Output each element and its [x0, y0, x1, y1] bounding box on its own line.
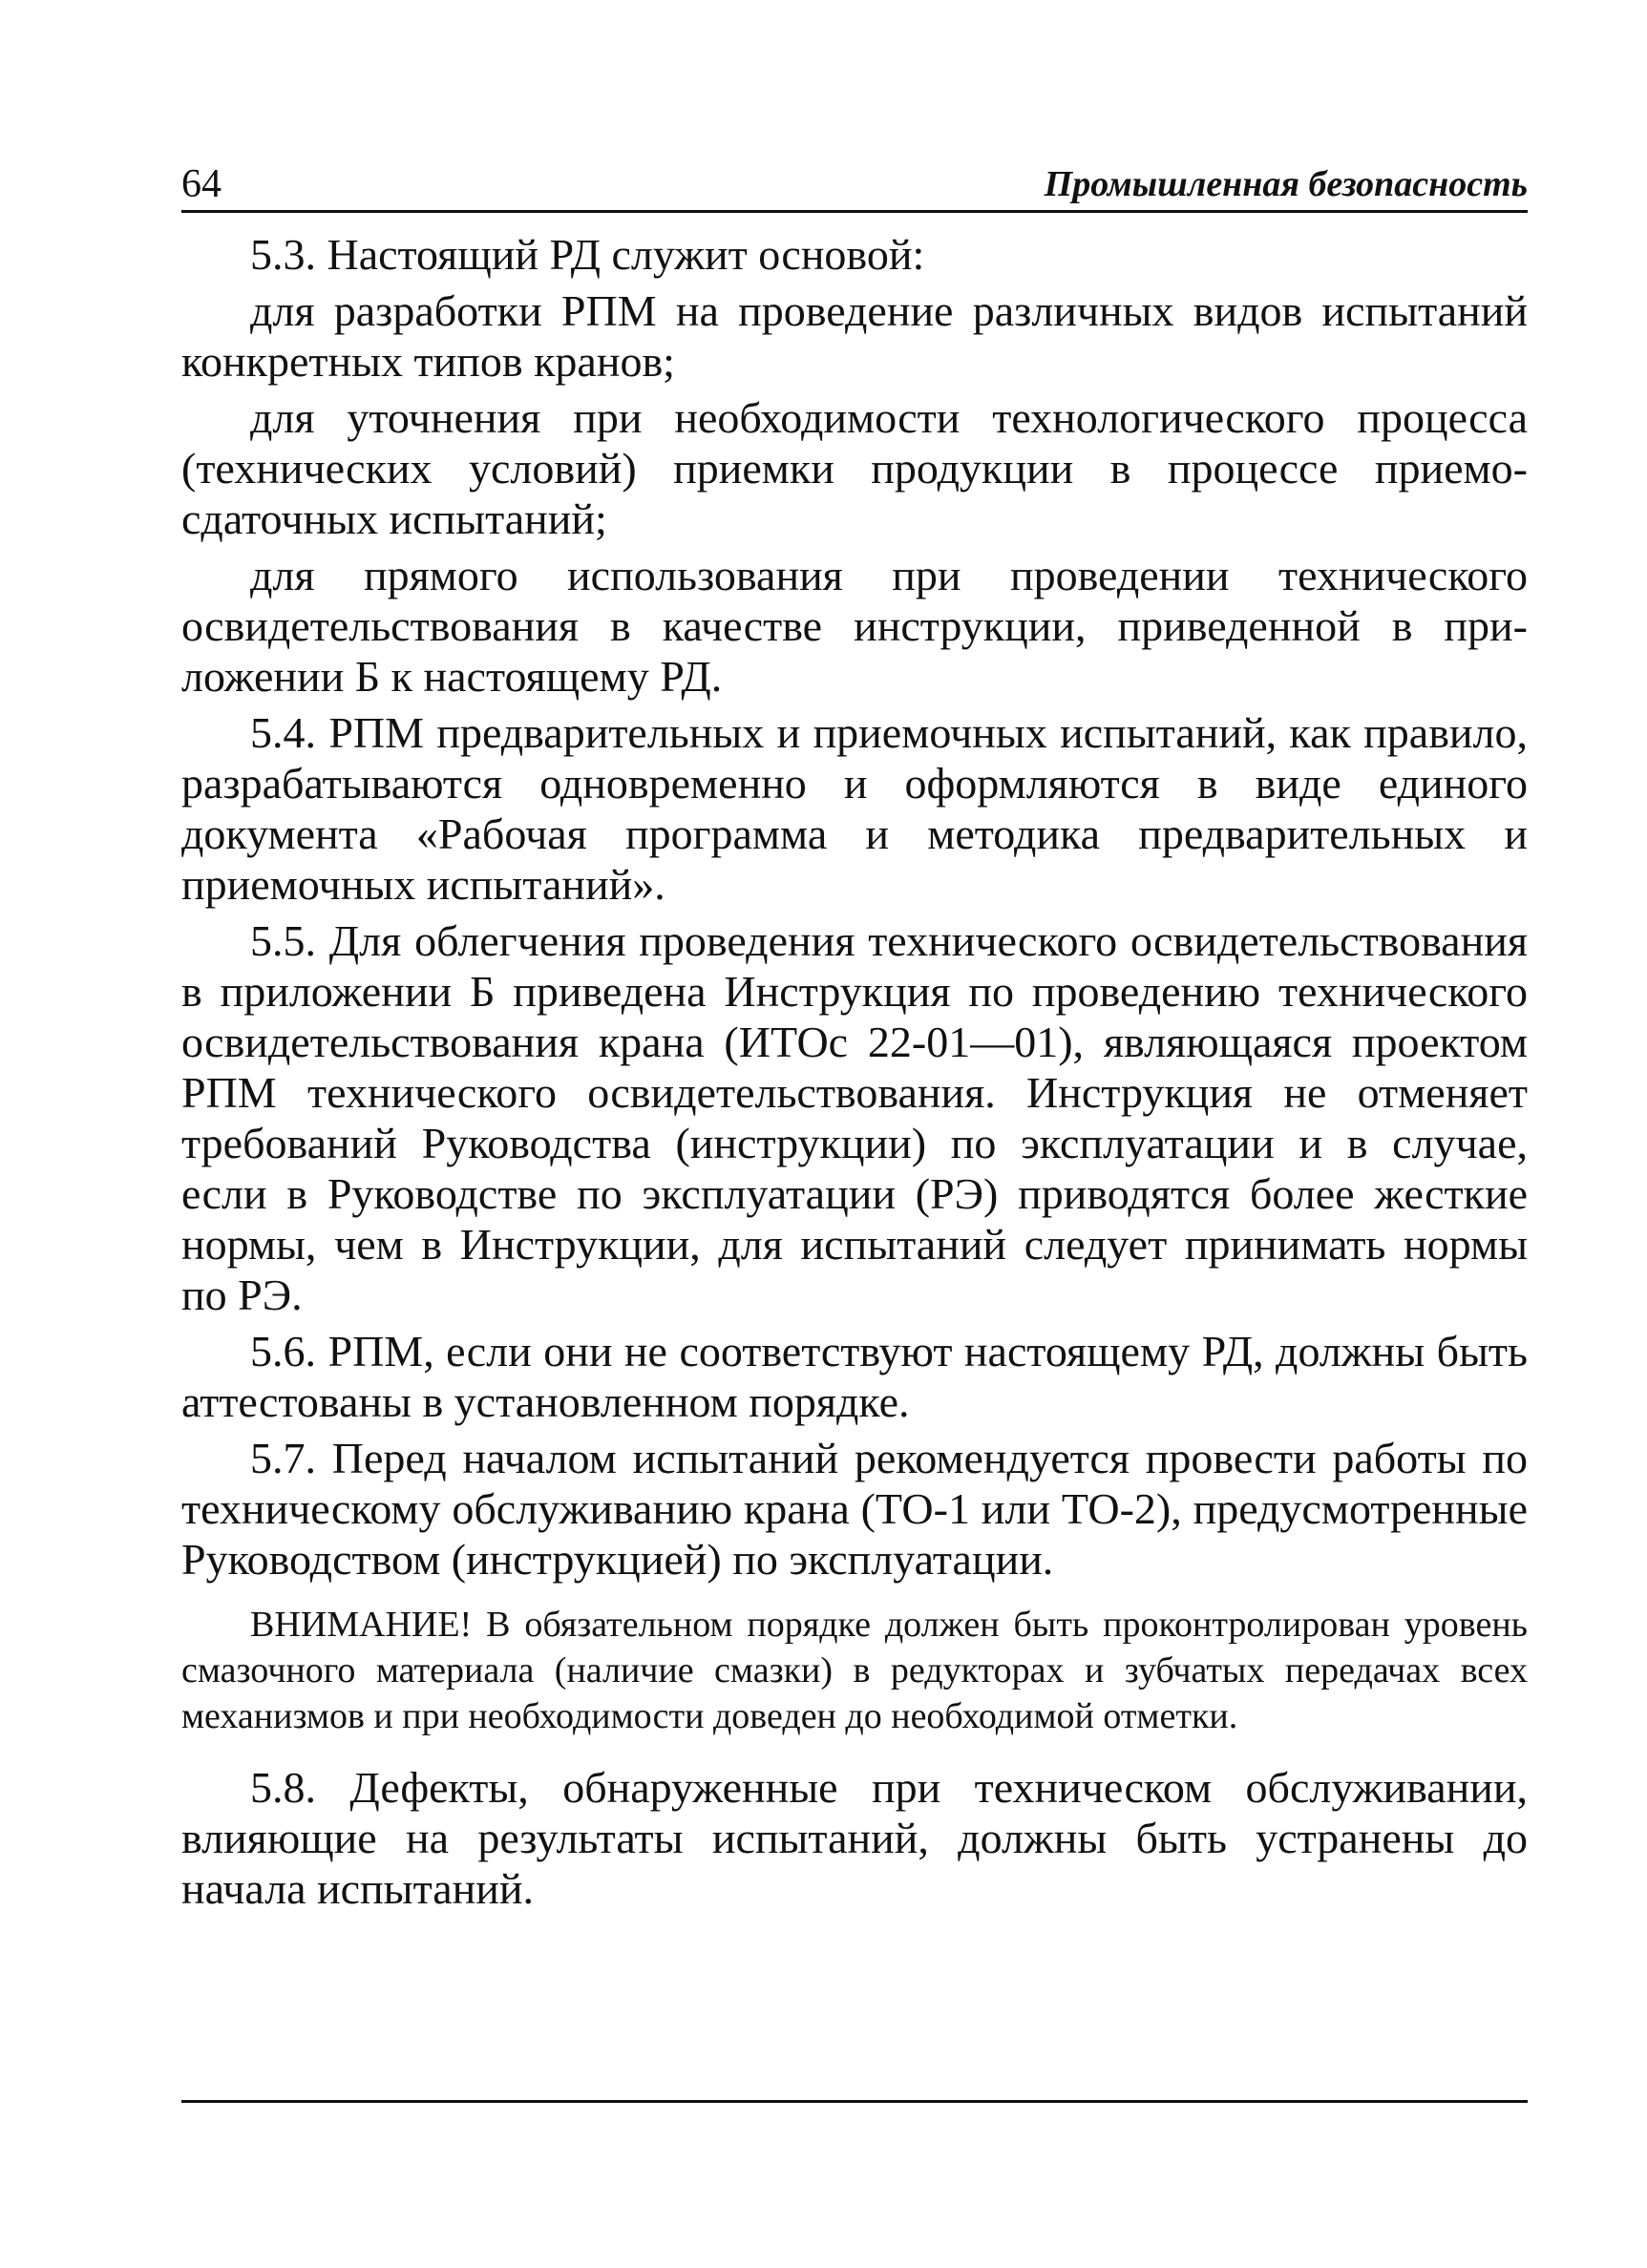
paragraph-5-3-item-1: для разработки РПМ на проведение различных видов испытаний конкретных типов кранов; — [181, 286, 1528, 386]
attention-note — [181, 1602, 1528, 1739]
paragraph-5-6: 5.6. РПМ, если они не соответствуют настоящему РД, должны быть аттестованы в установленном порядке. — [181, 1327, 1528, 1426]
paragraph-5-3-item-2: для уточнения при необходимости технологического процесса (технических условий) приемки продукции в процессе приемосдаточных испытаний; — [181, 393, 1528, 543]
footer-rule — [181, 2100, 1528, 2103]
paragraph-5-8: 5.8. Дефекты, обнаруженные при техническом обслуживании, влияющие на результаты испытаний, должны быть устранены до начала испытаний. — [181, 1763, 1528, 1913]
paragraph-5-3: 5.3. Настоящий РД служит основой: — [250, 230, 925, 279]
running-header — [181, 153, 1528, 213]
paragraph-5-4: 5.4. РПМ предварительных и приемочных испытаний, как правило, разрабатываются одновременно и оформляются в виде единого документа «Рабочая программа и методика предварительных и приемочных испытаний». — [181, 708, 1528, 909]
paragraph-5-3-item-3: для прямого использования при проведении технического освидетельствования в качестве инструкции, приведенной в приложении Б к настоящему РД. — [181, 551, 1528, 701]
paragraph-5-7: 5.7. Перед началом испытаний рекомендуется провести работы по техническому обслуживанию крана (ТО-1 или ТО-2), предусмотренные Руководством (инструкцией) по эксплуатации. — [181, 1434, 1528, 1584]
paragraph-5-5: 5.5. Для облегчения проведения технического освидетельствования в приложении Б приведена Инструкция по проведению технического освидетельствования крана (ИТОс 22-01—01), являющаяся проектом РПМ технического освидетельствования. Инструкция не отменяет требований Руководства (инструкции) по эксплуатации и в случае, если в Руководстве по эксплуатации (РЭ) приводятся более жесткие нормы, чем в Инструкции, для испытаний следует принимать нормы по РЭ. — [181, 916, 1528, 1319]
attention-note-lead: ВНИМАНИЕ! — [250, 1605, 473, 1645]
page-number: 64 — [181, 162, 222, 206]
running-title: Промышленная безопасность — [1044, 164, 1528, 204]
body-text — [181, 229, 1528, 1920]
attention-note-text: В обязательном порядке должен быть проконтролирован уровень смазочного материала (наличие смазки) в редукторах и зубчатых передачах всех механизмов и при необходимости доведен до необходимой отметки. — [181, 1605, 1528, 1736]
